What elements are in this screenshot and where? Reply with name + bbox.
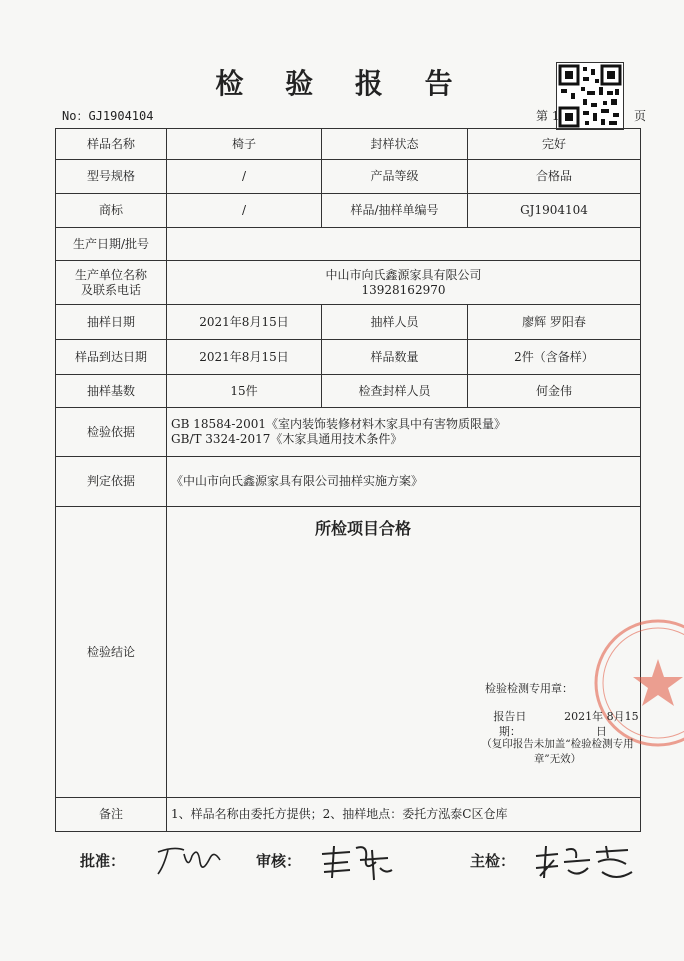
report-date (485, 709, 640, 739)
conclusion-text: 所检项目合格 (315, 519, 412, 538)
sample-name-label: 样品名称 (56, 129, 167, 160)
seal-state-label: 封样状态 (322, 129, 468, 160)
report-table (55, 128, 641, 832)
manufacturer-value (167, 261, 641, 305)
report-title: 检 验 报 告 (215, 67, 469, 100)
table-row (56, 375, 641, 408)
inspector-label: 检查封样人员 (322, 375, 468, 408)
arrival-date-label: 样品到达日期 (56, 340, 167, 375)
grade-value: 合格品 (468, 160, 641, 194)
manufacturer-phone: 13928162970 (361, 282, 446, 297)
table-row (56, 160, 641, 194)
table-row (56, 228, 641, 261)
approver-signature (154, 842, 224, 880)
chief-label: 主检： (470, 852, 516, 870)
production-date-label: 生产日期/批号 (56, 228, 167, 261)
review-label: 审核： (256, 852, 302, 870)
manufacturer-label-line-2: 及联系电话 (80, 282, 141, 297)
conclusion-label: 检验结论 (56, 507, 167, 798)
table-row (56, 129, 641, 160)
judgement-label: 判定依据 (56, 457, 167, 507)
inspector-value: 何金伟 (468, 375, 641, 408)
approve-label: 批准： (80, 852, 126, 870)
report-number: No：GJ1904104 (62, 109, 154, 123)
production-date-value (167, 228, 641, 261)
sample-no-value: GJ1904104 (468, 194, 641, 228)
basis-label: 检验依据 (56, 408, 167, 457)
sample-no-label: 样品/抽样单编号 (322, 194, 468, 228)
reviewer-signature (316, 842, 396, 884)
copy-note: （复印报告未加盖“检验检测专用章”无效） (481, 738, 634, 765)
seal-state-value: 完好 (468, 129, 641, 160)
table-row (56, 457, 641, 507)
manufacturer-label-line-1: 生产单位名称 (74, 267, 147, 282)
grade-label: 产品等级 (322, 160, 468, 194)
manufacturer-label (56, 261, 167, 305)
chief-inspector-signature (532, 842, 636, 884)
basis-value (167, 408, 641, 457)
remarks-label: 备注 (56, 798, 167, 832)
model-label: 型号规格 (56, 160, 167, 194)
table-row (56, 340, 641, 375)
arrival-date-value: 2021年8月15日 (167, 340, 322, 375)
base-value: 15件 (167, 375, 322, 408)
page-number-suffix: 页 (633, 109, 646, 123)
sampler-label: 抽样人员 (322, 305, 468, 340)
report-date-label: 报告日期： (493, 710, 527, 738)
judgement-value: 《中山市向氏鑫源家具有限公司抽样实施方案》 (167, 457, 641, 507)
quantity-value: 2件（含备样） (468, 340, 641, 375)
sampling-date-label: 抽样日期 (56, 305, 167, 340)
seal-note: 检验检测专用章： (485, 682, 573, 695)
conclusion-cell (167, 507, 641, 798)
sample-name-value: 椅子 (167, 129, 322, 160)
sampling-date-value: 2021年8月15日 (167, 305, 322, 340)
page-number-prefix: 第 1 (536, 109, 560, 123)
basis-standard-1: GB 18584-2001《室内装饰装修材料木家具中有害物质限量》 (171, 417, 506, 431)
basis-standard-2: GB/T 3324-2017《木家具通用技术条件》 (171, 432, 403, 446)
brand-label: 商标 (56, 194, 167, 228)
table-row (56, 507, 641, 798)
model-value: / (167, 160, 322, 194)
base-label: 抽样基数 (56, 375, 167, 408)
report-date-value: 2021年 8月15日 (564, 710, 639, 738)
remarks-value: 1、样品名称由委托方提供；2、抽样地点：委托方泓泰C区仓库 (167, 798, 641, 832)
table-row (56, 798, 641, 832)
table-row (56, 408, 641, 457)
manufacturer-name: 中山市向氏鑫源家具有限公司 (325, 267, 482, 282)
quantity-label: 样品数量 (322, 340, 468, 375)
table-row (56, 261, 641, 305)
table-row (56, 194, 641, 228)
brand-value: / (167, 194, 322, 228)
table-row (56, 305, 641, 340)
page-number (536, 107, 646, 124)
signature-row (80, 842, 640, 882)
sampler-value: 廖辉 罗阳春 (468, 305, 641, 340)
